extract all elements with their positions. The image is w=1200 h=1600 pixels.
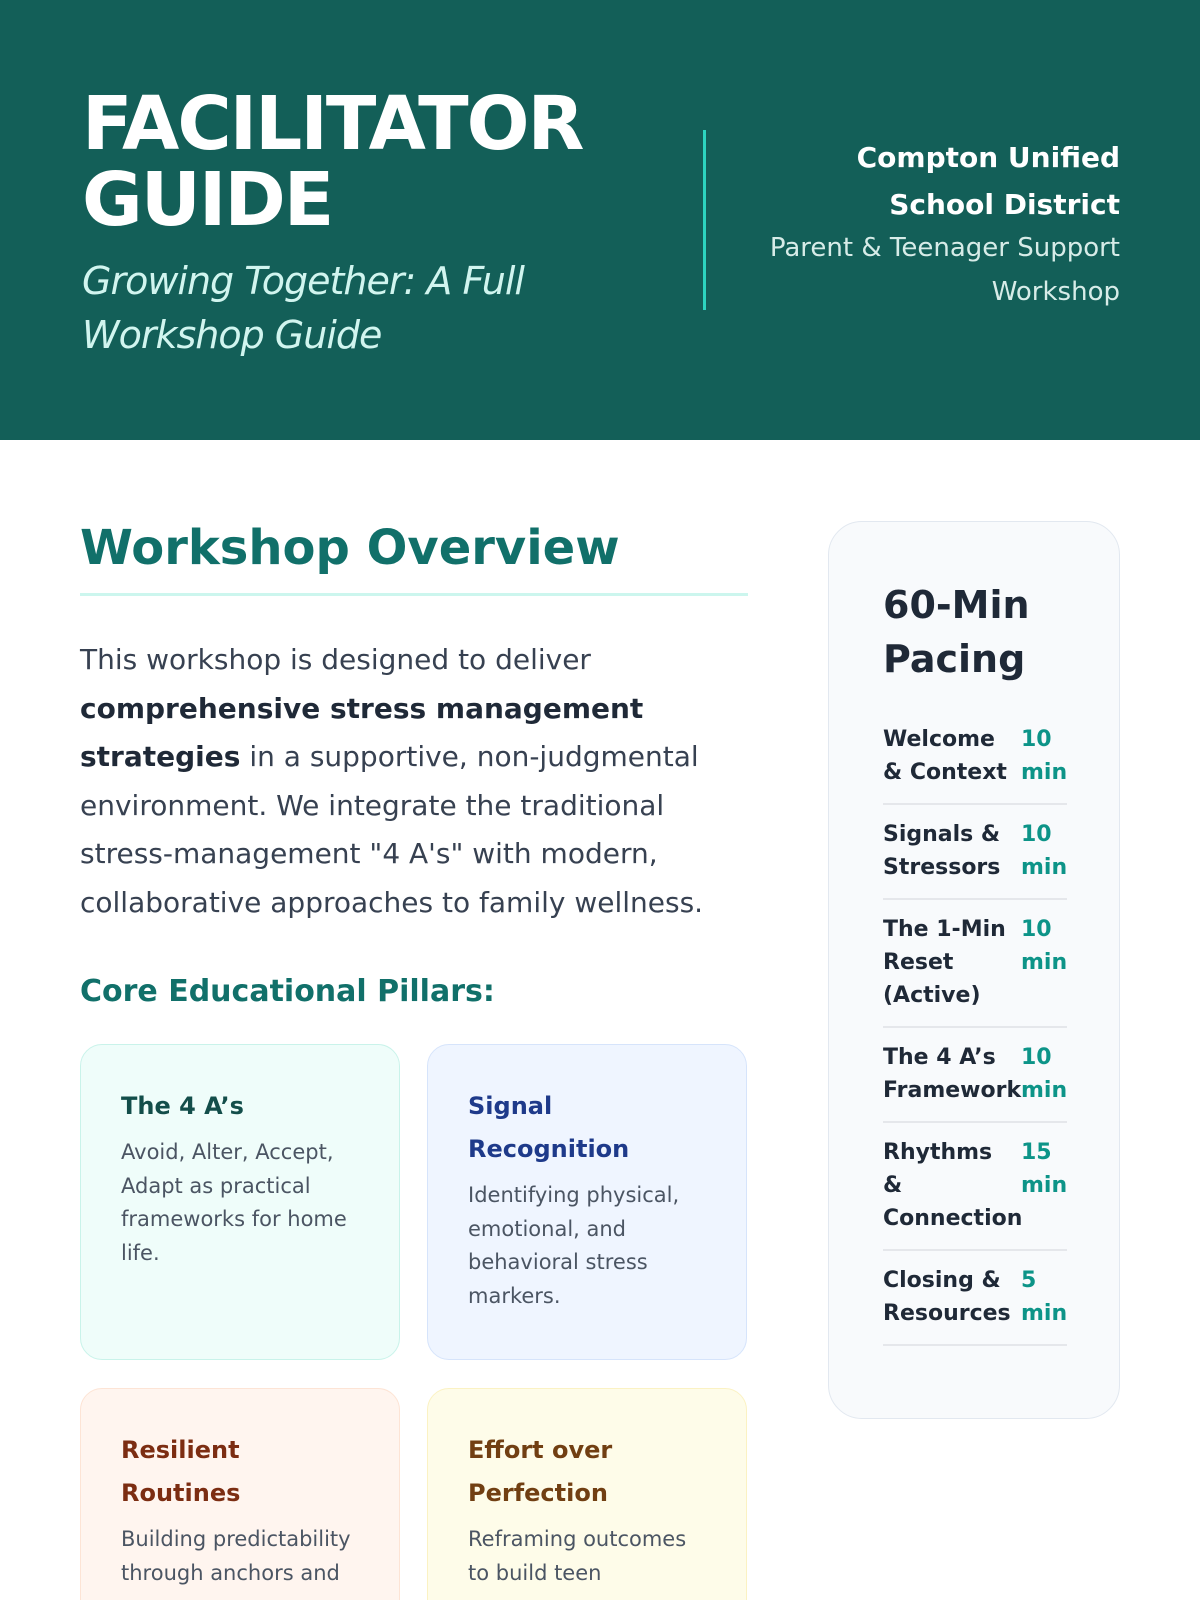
workshop-name: Parent & Teenager Support Workshop — [769, 233, 1120, 307]
pillar-card-title: Effort over Perfection — [468, 1436, 613, 1507]
pacing-row — [883, 1251, 1067, 1346]
page-subtitle: Growing Together: A Full Workshop Guide — [82, 259, 524, 357]
header-divider — [703, 130, 706, 310]
pillars-heading: Core Educational Pillars: — [80, 974, 495, 1009]
overview-heading: Workshop Overview — [80, 520, 620, 576]
pillar-card-body: Identifying physical, emotional, and behavioral stress markers. — [468, 1183, 680, 1308]
pillar-card-title: Resilient Routines — [121, 1436, 241, 1507]
title-line-2: GUIDE — [82, 157, 333, 243]
pillar-card-signal-recognition — [427, 1044, 747, 1360]
intro-bold-text: comprehensive stress management strategies — [80, 691, 644, 773]
pacing-label: The 4 A’s Framework — [883, 1045, 1022, 1103]
pillar-card-body: Reframing outcomes to build teen — [468, 1527, 687, 1585]
intro-text-1: This workshop is designed to deliver — [80, 643, 591, 676]
title-line-1: FACILITATOR — [82, 81, 583, 167]
pacing-label: Signals & Stressors — [883, 822, 1001, 880]
pacing-row — [883, 805, 1067, 900]
pacing-time: 10 min — [1021, 1045, 1068, 1103]
pacing-row — [883, 1028, 1067, 1123]
pacing-time: 10 min — [1021, 822, 1068, 880]
overview-intro — [80, 636, 730, 927]
pacing-row — [883, 900, 1067, 1028]
pacing-label: Welcome & Context — [883, 727, 1007, 785]
pacing-time: 15 min — [1021, 1140, 1068, 1198]
overview-divider — [80, 593, 748, 596]
pacing-title: 60-Min Pacing — [883, 583, 1030, 681]
pacing-row — [883, 710, 1067, 805]
header-banner — [0, 0, 1200, 440]
intro-text-2: in a supportive, non-judgmental environment. We integrate the traditional stress-management "4 A's" with modern, collaborative approaches to family wellness. — [80, 740, 704, 919]
pillar-card-body: Avoid, Alter, Accept, Adapt as practical frameworks for home life. — [121, 1140, 347, 1265]
pacing-sidebar — [828, 521, 1120, 1419]
pillar-card-4as — [80, 1044, 400, 1360]
pacing-label: Rhythms & Connection — [883, 1140, 1023, 1231]
pacing-row — [883, 1123, 1067, 1251]
page-title — [82, 81, 682, 243]
pillar-card-body: Building predictability through anchors and — [121, 1527, 351, 1585]
pillar-card-effort-over-perfection — [427, 1388, 747, 1600]
pacing-time: 10 min — [1021, 917, 1068, 975]
pacing-time: 10 min — [1021, 727, 1068, 785]
district-name: Compton Unified School District — [856, 141, 1120, 221]
pacing-label: The 1-Min Reset (Active) — [883, 917, 1006, 1008]
pillar-card-resilient-routines — [80, 1388, 400, 1600]
pillar-card-title: Signal Recognition — [468, 1092, 630, 1163]
pillar-card-title: The 4 A’s — [121, 1092, 244, 1120]
pacing-time: 5 min — [1021, 1268, 1068, 1326]
pacing-label: Closing & Resources — [883, 1268, 1011, 1326]
